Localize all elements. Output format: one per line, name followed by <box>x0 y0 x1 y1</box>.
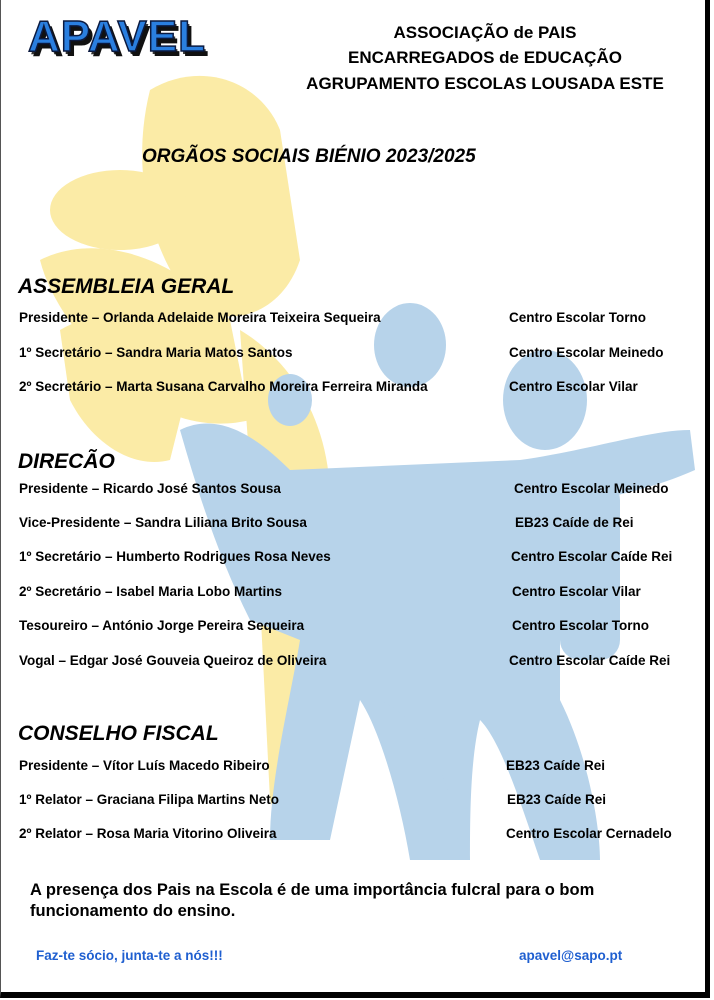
member-name: Graciana Filipa Martins Neto <box>96 792 280 807</box>
member-role: Presidente <box>19 758 89 773</box>
member-school: Centro Escolar Meinedo <box>509 345 664 360</box>
member-school: EB23 Caíde Rei <box>507 792 607 807</box>
member-row <box>19 826 277 841</box>
member-role: Vogal <box>19 653 55 668</box>
section-heading-direcao: DIRECÃO <box>18 450 115 473</box>
member-row <box>19 345 293 360</box>
member-name: Edgar José Gouveia Queiroz de Oliveira <box>69 653 327 668</box>
member-role: Tesoureiro <box>19 618 88 633</box>
member-name: Isabel Maria Lobo Martins <box>116 584 283 599</box>
member-role: Presidente <box>19 310 89 325</box>
member-name: Sandra Maria Matos Santos <box>116 345 293 360</box>
member-school: Centro Escolar Cernadelo <box>506 826 672 841</box>
role-separator: – <box>88 310 104 325</box>
role-separator: – <box>120 515 136 530</box>
member-name: Rosa Maria Vitorino Oliveira <box>96 826 277 841</box>
member-row <box>19 481 281 496</box>
member-row <box>19 758 270 773</box>
member-name: Sandra Liliana Brito Sousa <box>135 515 307 530</box>
member-school: Centro Escolar Caíde Rei <box>511 549 673 564</box>
association-line-1: ASSOCIAÇÃO de PAIS <box>393 23 577 42</box>
member-school: Centro Escolar Caíde Rei <box>509 653 671 668</box>
member-row <box>19 310 381 325</box>
member-school: EB23 Caíde Rei <box>506 758 606 773</box>
role-separator: – <box>88 481 104 496</box>
member-school: Centro Escolar Torno <box>509 310 647 325</box>
member-role: 1º Relator <box>19 792 82 807</box>
member-school: Centro Escolar Meinedo <box>514 481 669 496</box>
member-role: Vice-Presidente <box>19 515 121 530</box>
member-row <box>19 584 282 599</box>
section-heading-conselho-fiscal: CONSELHO FISCAL <box>18 722 219 745</box>
closing-statement: A presença dos Pais na Escola é de uma importância fulcral para o bom funcionamento do ensino. <box>30 881 595 920</box>
role-separator: – <box>101 345 117 360</box>
member-row <box>19 515 307 530</box>
section-heading-assembleia: ASSEMBLEIA GERAL <box>18 275 235 298</box>
member-name: Humberto Rodrigues Rosa Neves <box>116 549 331 564</box>
member-school: Centro Escolar Vilar <box>509 379 638 394</box>
role-separator: – <box>101 549 117 564</box>
footer-email-link[interactable]: apavel@sapo.pt <box>519 948 623 963</box>
member-row <box>19 653 326 668</box>
role-separator: – <box>54 653 70 668</box>
member-row <box>19 618 304 633</box>
role-separator: – <box>101 379 117 394</box>
document-title: ORGÃOS SOCIAIS BIÉNIO 2023/2025 <box>142 146 476 167</box>
association-line-3: AGRUPAMENTO ESCOLAS LOUSADA ESTE <box>306 74 664 93</box>
member-role: 2º Secretário <box>19 379 102 394</box>
member-school: EB23 Caíde de Rei <box>515 515 634 530</box>
member-role: Presidente <box>19 481 89 496</box>
member-school: Centro Escolar Vilar <box>512 584 641 599</box>
association-line-2: ENCARREGADOS de EDUCAÇÃO <box>348 48 622 67</box>
member-row <box>19 549 331 564</box>
member-role: 1º Secretário <box>19 345 102 360</box>
member-school: Centro Escolar Torno <box>512 618 650 633</box>
role-separator: – <box>81 792 97 807</box>
member-name: Vítor Luís Macedo Ribeiro <box>103 758 270 773</box>
role-separator: – <box>87 618 103 633</box>
role-separator: – <box>81 826 97 841</box>
apavel-logo: APAVEL <box>28 12 206 61</box>
member-name: António Jorge Pereira Sequeira <box>102 618 305 633</box>
member-role: 1º Secretário <box>19 549 102 564</box>
member-row <box>19 379 428 394</box>
member-name: Orlanda Adelaide Moreira Teixeira Sequeira <box>103 310 381 325</box>
member-name: Marta Susana Carvalho Moreira Ferreira Miranda <box>116 379 428 394</box>
member-name: Ricardo José Santos Sousa <box>103 481 281 496</box>
member-row <box>19 792 279 807</box>
role-separator: – <box>88 758 104 773</box>
role-separator: – <box>101 584 117 599</box>
member-role: 2º Secretário <box>19 584 102 599</box>
footer-slogan: Faz-te sócio, junta-te a nós!!! <box>36 948 223 963</box>
member-role: 2º Relator <box>19 826 82 841</box>
